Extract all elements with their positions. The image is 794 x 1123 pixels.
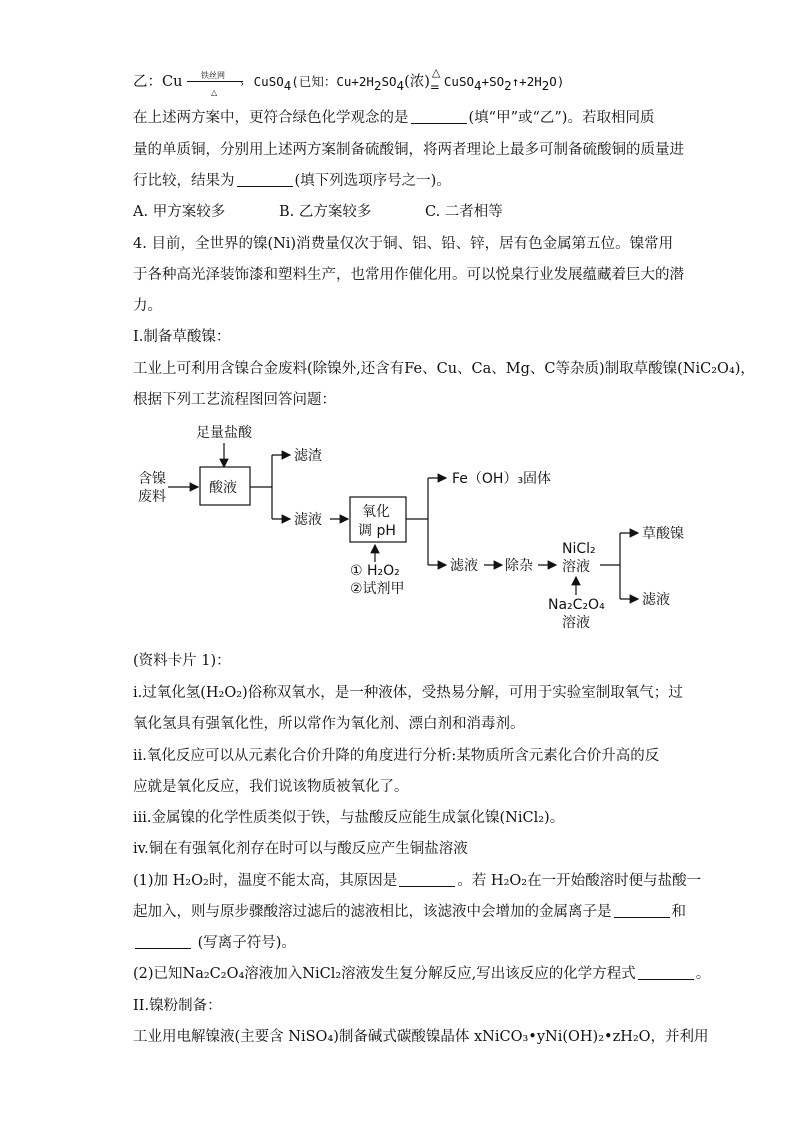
- text: 根据下列工艺流程图回答问题：: [133, 392, 336, 408]
- answer-blank[interactable]: [411, 109, 467, 124]
- flow-nicl2: 溶液: [562, 559, 590, 575]
- flow-reagent2: ②试剂甲: [350, 581, 405, 597]
- para-line: [133, 140, 684, 160]
- flow-feed2: 废料: [138, 489, 166, 505]
- option-b: B. 乙方案较多: [279, 204, 372, 220]
- para-line: [133, 359, 755, 379]
- para-line: [133, 777, 409, 797]
- text: 氧化氢具有强氧化性，所以常作为氧化剂、漂白剂和消毒剂。: [133, 716, 525, 732]
- flow-na1: Na₂C₂O₄: [548, 597, 605, 613]
- para-line: [133, 714, 525, 734]
- eq-result-close: O): [549, 74, 565, 89]
- card-heading: [133, 651, 231, 671]
- para-line: [133, 390, 336, 410]
- flow-oxid2: 调 pH: [358, 523, 396, 539]
- eq-result: CuSO: [443, 74, 475, 89]
- text: ii.氧化反应可以从元素化合价升降的角度进行分析:某物质所含元素化合价升高的反: [133, 748, 660, 764]
- eq-delta: △: [431, 66, 441, 79]
- text: II.镍粉制备：: [133, 998, 222, 1014]
- flow-feed1: 含镍: [138, 471, 166, 487]
- eq-result-tail: +SO: [481, 74, 505, 89]
- equation-line: 乙：Cu 铁丝网 › △ CuSO$_4$(已知：$Cu+2H_2SO_4$(浓) △ = $CuSO_4+SO_2↑+2H_2O$): [133, 72, 564, 96]
- text: 4. 目前，全世界的镍(Ni)消费量仅次于铜、铝、铅、锌，居有色金属第五位。镍常用: [133, 236, 674, 252]
- flow-product: 草酸镍: [642, 526, 684, 542]
- text: 。: [695, 966, 711, 982]
- flow-hcl: 足量盐酸: [196, 425, 252, 441]
- option-c: C. 二者相等: [425, 204, 503, 220]
- para-line: [133, 746, 659, 766]
- para-line: [133, 296, 162, 316]
- text: (1)加 H₂O₂时，温度不能太高，其原因是: [133, 873, 398, 889]
- answer-blank[interactable]: [638, 965, 694, 980]
- text: (写离子符号)。: [197, 935, 296, 951]
- flow-filtrate2: 滤液: [450, 558, 478, 574]
- flow-purify: 除杂: [505, 558, 533, 574]
- para-line: [133, 265, 684, 285]
- text: (填下列选项序号之一)。: [294, 173, 451, 189]
- eq-delta-arrow: [429, 66, 444, 94]
- text: 工业上可利用含镍合金废料(除镍外,还含有Fe、Cu、Ca、Mg、C等杂质)制取草酸镍(NiC₂O₄)，: [133, 361, 755, 377]
- para-line: [133, 808, 564, 828]
- text: 和: [671, 904, 686, 920]
- eq-arrow-top: 铁丝网: [201, 71, 226, 80]
- text: iii.金属镍的化学性质类似于铁，与盐酸反应能生成氯化镍(NiCl₂)。: [133, 810, 565, 826]
- flow-acid: 酸液: [209, 480, 237, 496]
- text: 起加入，则与原步骤酸溶过滤后的滤液相比，该滤液中会增加的金属离子是: [133, 904, 612, 920]
- text: I.制备草酸镍：: [133, 329, 231, 345]
- options-line: [133, 202, 503, 222]
- text: 于各种高光泽装饰漆和塑料生产，也常用作催化用。可以悦臬行业发展蕴藏着巨大的潜: [133, 267, 684, 283]
- para-line: [133, 234, 673, 254]
- answer-blank[interactable]: [135, 934, 191, 949]
- question-line: [133, 933, 296, 953]
- text: 量的单质铜，分别用上述两方案制备硫酸铜，将两者理论上最多可制备硫酸铜的质量进: [133, 142, 684, 158]
- para-line: [133, 839, 468, 859]
- flow-oxid1: 氧化: [362, 504, 390, 520]
- text: iv.铜在有强氧化剂存在时可以与酸反应产生铜盐溶液: [133, 841, 468, 857]
- eq-arrow-head: ›: [240, 79, 245, 90]
- flow-na2: 溶液: [562, 615, 590, 631]
- para-line: [133, 683, 683, 703]
- option-a: A. 甲方案较多: [133, 204, 226, 220]
- question-line: [133, 902, 686, 922]
- text: (资料卡片 1)：: [133, 653, 231, 669]
- text: (2)已知Na₂C₂O₄溶液加入NiCl₂溶液发生复分解反应,写出该反应的化学方程式: [133, 966, 636, 982]
- flow-filtrate3: 滤液: [642, 592, 670, 608]
- eq-result-end: ↑+2H: [511, 74, 542, 89]
- text: 应就是氧化反应，我们说该物质被氧化了。: [133, 779, 409, 795]
- answer-blank[interactable]: [614, 903, 670, 918]
- eq-arrow: [187, 71, 249, 97]
- section-heading: [133, 996, 222, 1016]
- question-line: [133, 964, 710, 984]
- text: (填“甲”或“乙”)。若取相同质: [468, 110, 655, 126]
- text: 在上述两方案中，更符合绿色化学观念的是: [133, 110, 409, 126]
- flow-fe: Fe（OH）₃固体: [452, 471, 552, 487]
- text: 行比较，结果为: [133, 173, 235, 189]
- para-line: [133, 108, 654, 128]
- eq-arrow-line: [187, 81, 243, 82]
- flow-nicl1: NiCl₂: [562, 541, 596, 557]
- text: i.过氧化氢(H₂O₂)俗称双氧水，是一种液体，受热易分解，可用于实验室制取氧气；过: [133, 685, 683, 701]
- section-heading: [133, 327, 230, 347]
- flow-filtrate1: 滤液: [294, 512, 322, 528]
- question-line: [133, 871, 701, 891]
- flow-reagent1: ① H₂O₂: [350, 563, 400, 579]
- eq-known: (已知：Cu+2H: [291, 74, 374, 89]
- eq-known-mid: SO: [381, 74, 397, 89]
- text: 。若 H₂O₂在一开始酸溶时便与盐酸一: [457, 873, 702, 889]
- process-flow-diagram: [0, 415, 794, 635]
- eq-arrow-bottom: △: [211, 88, 218, 97]
- answer-blank[interactable]: [237, 172, 293, 187]
- eq-equals: =: [429, 80, 440, 94]
- eq-known-conc: (浓): [404, 74, 430, 90]
- flow-residue: 滤渣: [294, 448, 322, 464]
- eq-product: CuSO: [253, 74, 284, 89]
- text: 力。: [133, 298, 162, 314]
- para-line: [133, 1027, 709, 1047]
- eq-prefix: 乙：Cu: [133, 74, 183, 90]
- text: 工业用电解镍液(主要含 NiSO₄)制备碱式碳酸镍晶体 xNiCO₃•yNi(OH)₂•zH₂O，并利用: [133, 1029, 709, 1045]
- answer-blank[interactable]: [399, 872, 455, 887]
- para-line: [133, 171, 451, 191]
